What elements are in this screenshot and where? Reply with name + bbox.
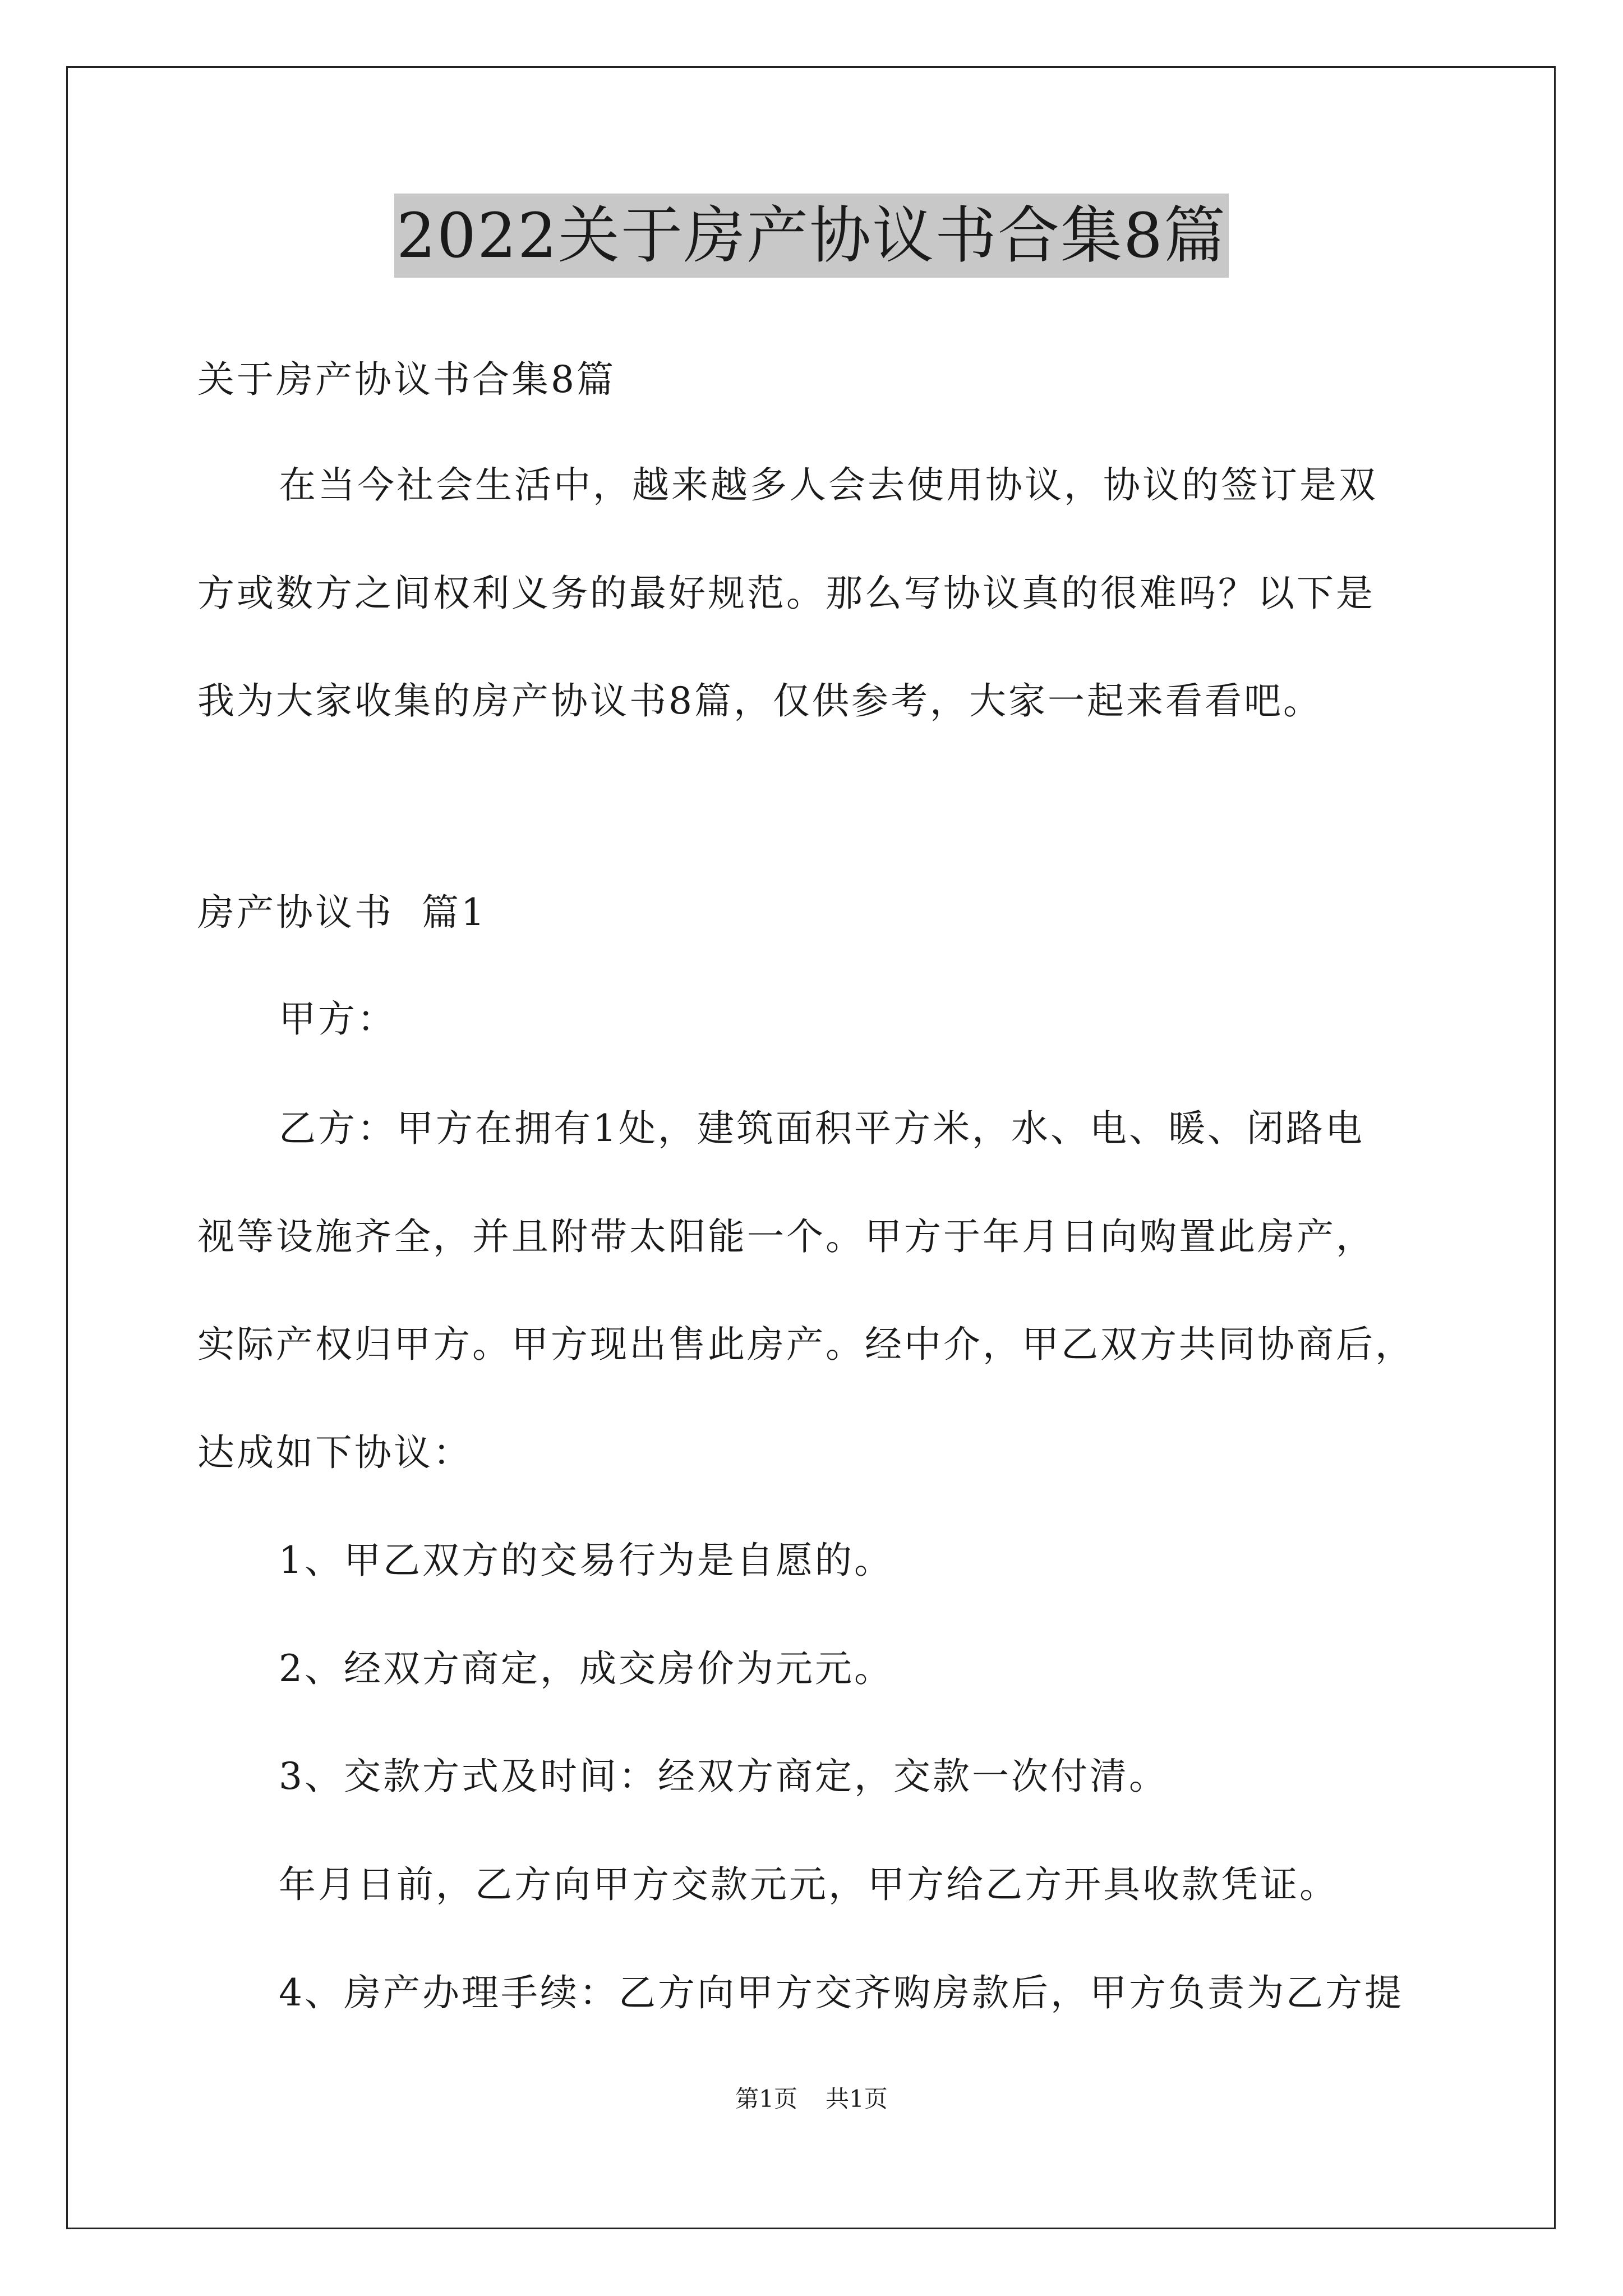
clause-1: 1、甲乙双方的交易行为是自愿的。: [279, 1539, 893, 1582]
document-subtitle: 关于房产协议书合集8篇: [197, 358, 616, 401]
intro-line-1: 在当今社会生活中，越来越多人会去使用协议，协议的签订是双: [279, 463, 1378, 507]
section-heading: 房产协议书 篇1: [197, 891, 487, 934]
party-b-line-3: 实际产权归甲方。甲方现出售此房产。经中介，甲乙双方共同协商后，: [197, 1323, 1414, 1366]
clause-3: 3、交款方式及时间：经双方商定，交款一次付清。: [279, 1755, 1168, 1798]
party-b-line-4: 达成如下协议：: [197, 1431, 472, 1474]
page-number: 第1页: [735, 2085, 797, 2113]
intro-line-2: 方或数方之间权利义务的最好规范。那么写协议真的很难吗？以下是: [197, 572, 1375, 615]
document-title: 2022关于房产协议书合集8篇: [394, 194, 1229, 278]
title-container: [0, 194, 1623, 278]
intro-line-3: 我为大家收集的房产协议书8篇，仅供参考，大家一起来看看吧。: [197, 679, 1322, 723]
party-b-line-2: 视等设施齐全，并且附带太阳能一个。甲方于年月日向购置此房产，: [197, 1215, 1375, 1258]
clause-3-payment: 年月日前，乙方向甲方交款元元，甲方给乙方开具收款凭证。: [279, 1863, 1339, 1906]
clause-2: 2、经双方商定，成交房价为元元。: [279, 1647, 893, 1690]
party-b-line-1: 乙方：甲方在拥有1处，建筑面积平方米，水、电、暖、闭路电: [279, 1107, 1364, 1150]
page-footer: [0, 2082, 1623, 2116]
page-total: 共1页: [826, 2085, 888, 2113]
party-a-label: 甲方：: [279, 997, 396, 1041]
clause-4: 4、房产办理手续：乙方向甲方交齐购房款后，甲方负责为乙方提: [279, 1971, 1404, 2014]
